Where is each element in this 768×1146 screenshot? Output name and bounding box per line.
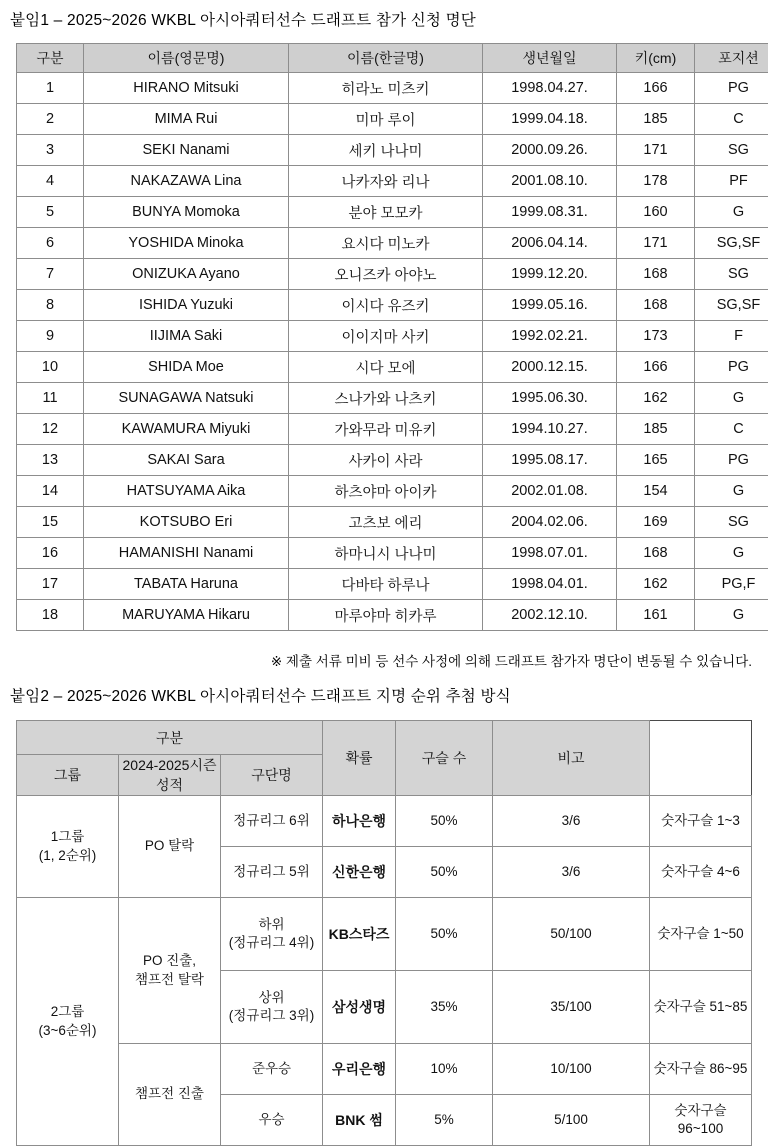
cell-name-en: ISHIDA Yuzuki [84, 290, 289, 321]
cell-group-line2: (1, 2순위) [19, 847, 116, 865]
cell-name-kr: 사카이 사라 [289, 445, 483, 476]
column-header-classification: 구분 [17, 721, 323, 755]
cell-rank: 정규리그 6위 [221, 796, 323, 847]
cell-position: PG [695, 352, 768, 383]
cell-position: C [695, 104, 768, 135]
cell-no: 5 [17, 197, 84, 228]
cell-height: 168 [617, 259, 695, 290]
cell-ball-count: 3/6 [493, 847, 650, 898]
table-row [17, 352, 768, 383]
table-row [17, 290, 768, 321]
cell-height: 161 [617, 600, 695, 631]
cell-group-line2: (3~6순위) [19, 1022, 116, 1040]
cell-name-en: NAKAZAWA Lina [84, 166, 289, 197]
cell-ball-count: 5/100 [493, 1095, 650, 1146]
cell-no: 3 [17, 135, 84, 166]
table-row [17, 259, 768, 290]
table-row [17, 73, 768, 104]
table-row [17, 600, 768, 631]
cell-rank-line1: 하위 [223, 916, 320, 934]
cell-name-kr: 세키 나나미 [289, 135, 483, 166]
column-header-team: 구단명 [221, 755, 323, 796]
roster-table-head [17, 44, 768, 73]
cell-position: SG [695, 259, 768, 290]
cell-position: G [695, 197, 768, 228]
table-row [17, 414, 768, 445]
cell-ball-count: 35/100 [493, 971, 650, 1044]
cell-rank-line2: (정규리그 3위) [223, 1007, 320, 1025]
cell-birth: 2006.04.14. [483, 228, 617, 259]
cell-no: 11 [17, 383, 84, 414]
cell-birth: 1999.08.31. [483, 197, 617, 228]
cell-name-kr: 하츠야마 아이카 [289, 476, 483, 507]
table-row [17, 507, 768, 538]
cell-no: 6 [17, 228, 84, 259]
cell-no: 17 [17, 569, 84, 600]
page-title-attachment-2: 붙임2 – 2025~2026 WKBL 아시아쿼터선수 드래프트 지명 순위 추첨 방식 [10, 684, 511, 706]
cell-remarks: 숫자구슬 1~3 [650, 796, 752, 847]
column-header-group: 그룹 [17, 755, 119, 796]
cell-position: SG,SF [695, 290, 768, 321]
cell-probability: 50% [396, 796, 493, 847]
cell-name-en: KOTSUBO Eri [84, 507, 289, 538]
cell-no: 7 [17, 259, 84, 290]
cell-height: 171 [617, 228, 695, 259]
cell-birth: 1992.02.21. [483, 321, 617, 352]
cell-height: 185 [617, 104, 695, 135]
column-header-height: 키(cm) [617, 44, 695, 73]
cell-name-en: HAMANISHI Nanami [84, 538, 289, 569]
cell-group-line1: 1그룹 [19, 828, 116, 846]
table-row [17, 166, 768, 197]
column-header-name-en: 이름(영문명) [84, 44, 289, 73]
cell-ball-count: 10/100 [493, 1044, 650, 1095]
cell-height: 171 [617, 135, 695, 166]
cell-name-kr: 나카자와 리나 [289, 166, 483, 197]
cell-birth: 1998.04.27. [483, 73, 617, 104]
table-row [17, 197, 768, 228]
cell-name-en: HIRANO Mitsuki [84, 73, 289, 104]
cell-position: SG [695, 507, 768, 538]
cell-height: 169 [617, 507, 695, 538]
cell-name-kr: 이이지마 사키 [289, 321, 483, 352]
cell-name-kr: 스나가와 나츠키 [289, 383, 483, 414]
cell-name-en: TABATA Haruna [84, 569, 289, 600]
cell-birth: 1999.04.18. [483, 104, 617, 135]
cell-birth: 2002.12.10. [483, 600, 617, 631]
table-row [17, 476, 768, 507]
column-header-no: 구분 [17, 44, 84, 73]
cell-birth: 1994.10.27. [483, 414, 617, 445]
column-header-ball-count: 구슬 수 [396, 721, 493, 796]
column-header-position: 포지션 [695, 44, 768, 73]
cell-remarks: 숫자구슬 4~6 [650, 847, 752, 898]
table-row [17, 898, 752, 971]
table-row [17, 104, 768, 135]
cell-group [17, 898, 119, 1146]
cell-name-en: BUNYA Momoka [84, 197, 289, 228]
cell-birth: 1998.04.01. [483, 569, 617, 600]
cell-name-en: MARUYAMA Hikaru [84, 600, 289, 631]
cell-height: 162 [617, 569, 695, 600]
cell-birth: 2001.08.10. [483, 166, 617, 197]
cell-rank: 우승 [221, 1095, 323, 1146]
cell-height: 168 [617, 290, 695, 321]
cell-name-en: KAWAMURA Miyuki [84, 414, 289, 445]
cell-rank: 준우승 [221, 1044, 323, 1095]
cell-name-en: SUNAGAWA Natsuki [84, 383, 289, 414]
cell-position: PG,F [695, 569, 768, 600]
cell-probability: 10% [396, 1044, 493, 1095]
cell-no: 14 [17, 476, 84, 507]
cell-ball-count: 3/6 [493, 796, 650, 847]
page-title-attachment-1: 붙임1 – 2025~2026 WKBL 아시아쿼터선수 드래프트 참가 신청 명단 [10, 8, 476, 30]
cell-name-kr: 히라노 미츠키 [289, 73, 483, 104]
cell-height: 173 [617, 321, 695, 352]
cell-group-line1: 2그룹 [19, 1003, 116, 1021]
odds-table-body [17, 796, 752, 1146]
cell-remarks: 숫자구슬 96~100 [650, 1095, 752, 1146]
cell-probability: 5% [396, 1095, 493, 1146]
cell-name-en: SHIDA Moe [84, 352, 289, 383]
cell-name-kr: 고츠보 에리 [289, 507, 483, 538]
cell-name-en: HATSUYAMA Aika [84, 476, 289, 507]
cell-name-en: IIJIMA Saki [84, 321, 289, 352]
cell-birth: 1998.07.01. [483, 538, 617, 569]
cell-no: 9 [17, 321, 84, 352]
cell-birth: 2000.12.15. [483, 352, 617, 383]
cell-remarks: 숫자구슬 1~50 [650, 898, 752, 971]
cell-name-kr: 분야 모모카 [289, 197, 483, 228]
cell-name-en: SEKI Nanami [84, 135, 289, 166]
cell-no: 4 [17, 166, 84, 197]
table-row [17, 538, 768, 569]
cell-height: 166 [617, 73, 695, 104]
cell-remarks: 숫자구슬 51~85 [650, 971, 752, 1044]
cell-birth: 1995.06.30. [483, 383, 617, 414]
cell-position: SG,SF [695, 228, 768, 259]
column-header-name-kr: 이름(한글명) [289, 44, 483, 73]
cell-no: 16 [17, 538, 84, 569]
table-row [17, 569, 768, 600]
cell-birth: 1999.05.16. [483, 290, 617, 321]
cell-rank-line2: (정규리그 4위) [223, 934, 320, 952]
cell-birth: 1999.12.20. [483, 259, 617, 290]
cell-team: 신한은행 [323, 847, 396, 898]
cell-no: 10 [17, 352, 84, 383]
cell-team: 우리은행 [323, 1044, 396, 1095]
cell-probability: 50% [396, 847, 493, 898]
cell-probability: 35% [396, 971, 493, 1044]
cell-rank [221, 971, 323, 1044]
odds-table-head [17, 721, 752, 796]
cell-no: 15 [17, 507, 84, 538]
cell-record: 챔프전 진출 [119, 1044, 221, 1146]
cell-height: 178 [617, 166, 695, 197]
cell-position: PG [695, 73, 768, 104]
cell-remarks: 숫자구슬 86~95 [650, 1044, 752, 1095]
applicant-roster-table [16, 43, 768, 631]
roster-table-body [17, 73, 768, 631]
lottery-odds-table [16, 720, 752, 1146]
cell-no: 13 [17, 445, 84, 476]
column-header-birth: 생년월일 [483, 44, 617, 73]
cell-rank [221, 898, 323, 971]
cell-record-line1: PO 진출, [121, 952, 218, 970]
cell-position: G [695, 538, 768, 569]
cell-name-en: MIMA Rui [84, 104, 289, 135]
cell-no: 1 [17, 73, 84, 104]
cell-position: C [695, 414, 768, 445]
cell-no: 12 [17, 414, 84, 445]
cell-name-kr: 시다 모에 [289, 352, 483, 383]
table-header-row [17, 44, 768, 73]
cell-position: PF [695, 166, 768, 197]
column-header-record: 2024-2025시즌 성적 [119, 755, 221, 796]
table-row [17, 228, 768, 259]
cell-team: BNK 썸 [323, 1095, 396, 1146]
cell-position: F [695, 321, 768, 352]
cell-height: 166 [617, 352, 695, 383]
cell-name-kr: 가와무라 미유키 [289, 414, 483, 445]
cell-name-kr: 이시다 유즈키 [289, 290, 483, 321]
cell-name-kr: 요시다 미노카 [289, 228, 483, 259]
roster-footnote: ※ 제출 서류 미비 등 선수 사정에 의해 드래프트 참가자 명단이 변동될 수 있습니다. [16, 650, 752, 670]
table-row [17, 1044, 752, 1095]
cell-height: 160 [617, 197, 695, 228]
table-row [17, 321, 768, 352]
cell-record: PO 탈락 [119, 796, 221, 898]
cell-team: KB스타즈 [323, 898, 396, 971]
cell-position: SG [695, 135, 768, 166]
cell-no: 2 [17, 104, 84, 135]
cell-birth: 2004.02.06. [483, 507, 617, 538]
cell-name-en: YOSHIDA Minoka [84, 228, 289, 259]
cell-no: 18 [17, 600, 84, 631]
cell-birth: 2002.01.08. [483, 476, 617, 507]
cell-position: G [695, 600, 768, 631]
cell-position: PG [695, 445, 768, 476]
table-row [17, 445, 768, 476]
cell-probability: 50% [396, 898, 493, 971]
cell-birth: 2000.09.26. [483, 135, 617, 166]
cell-height: 154 [617, 476, 695, 507]
cell-name-en: SAKAI Sara [84, 445, 289, 476]
cell-birth: 1995.08.17. [483, 445, 617, 476]
cell-name-kr: 하마니시 나나미 [289, 538, 483, 569]
cell-group [17, 796, 119, 898]
cell-ball-count: 50/100 [493, 898, 650, 971]
cell-team: 하나은행 [323, 796, 396, 847]
column-header-probability: 확률 [323, 721, 396, 796]
cell-name-kr: 오니즈카 아야노 [289, 259, 483, 290]
cell-height: 168 [617, 538, 695, 569]
cell-record-line2: 챔프전 탈락 [121, 971, 218, 989]
cell-height: 165 [617, 445, 695, 476]
column-header-remarks: 비고 [493, 721, 650, 796]
cell-rank-line1: 상위 [223, 989, 320, 1007]
cell-name-en: ONIZUKA Ayano [84, 259, 289, 290]
cell-height: 162 [617, 383, 695, 414]
cell-name-kr: 마루야마 히카루 [289, 600, 483, 631]
cell-position: G [695, 476, 768, 507]
table-header-row-top [17, 721, 752, 755]
cell-record [119, 898, 221, 1044]
table-row [17, 135, 768, 166]
table-row [17, 796, 752, 847]
table-row [17, 383, 768, 414]
cell-name-kr: 다바타 하루나 [289, 569, 483, 600]
cell-position: G [695, 383, 768, 414]
cell-no: 8 [17, 290, 84, 321]
cell-height: 185 [617, 414, 695, 445]
cell-name-kr: 미마 루이 [289, 104, 483, 135]
cell-rank: 정규리그 5위 [221, 847, 323, 898]
cell-team: 삼성생명 [323, 971, 396, 1044]
